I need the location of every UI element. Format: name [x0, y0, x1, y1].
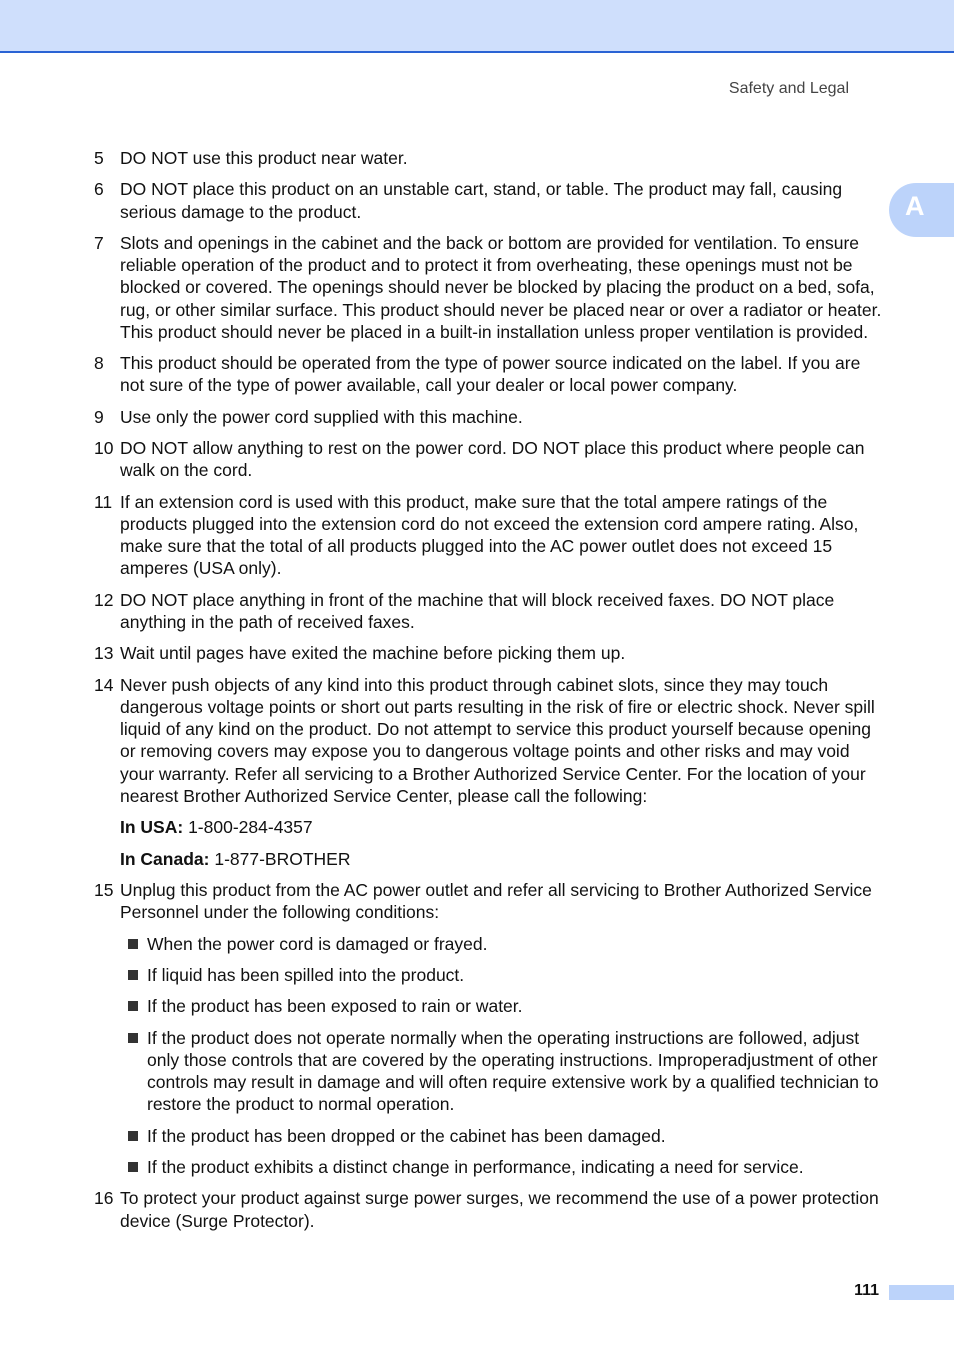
- condition-item: If the product has been exposed to rain or water.: [120, 995, 884, 1017]
- item-text: DO NOT place this product on an unstable cart, stand, or table. The product may fall, causing serious damage to the product.: [120, 179, 843, 222]
- condition-item: When the power cord is damaged or frayed.: [120, 933, 884, 955]
- list-item: [94, 352, 884, 396]
- section-tab-letter: A: [905, 191, 925, 221]
- item-number: 8: [94, 353, 104, 374]
- contact-phone: 1-877-BROTHER: [214, 848, 351, 869]
- list-item: [94, 406, 884, 428]
- item-number: 9: [94, 406, 104, 427]
- item-text: Use only the power cord supplied with this machine.: [120, 406, 523, 427]
- item-number: 6: [94, 179, 104, 200]
- condition-item: If the product has been dropped or the cabinet has been damaged.: [120, 1125, 884, 1147]
- header-band: [0, 0, 954, 53]
- item-number: 5: [94, 148, 104, 168]
- item-text: DO NOT use this product near water.: [120, 148, 408, 168]
- conditions-list: [120, 933, 884, 1179]
- bullet-square-icon: [128, 1001, 138, 1011]
- item-number: 11: [94, 491, 113, 512]
- contact-label: In USA:: [120, 817, 184, 838]
- page-number: 111: [854, 1282, 879, 1299]
- page-tab: [889, 1285, 954, 1300]
- list-item: [94, 674, 884, 807]
- item-text: Slots and openings in the cabinet and the back or bottom are provided for ventilation. To ensure reliable operation of the product and to protect it from overheating, these openings must not be blocked or covered. The openings should never be blocked by placing the product on a bed, sofa, rug, or other similar surface. This product should never be placed near or over a radiator or heater. This product should never be placed in a built-in installation unless proper ventilation is provided.: [120, 232, 882, 342]
- list-item: [94, 147, 884, 169]
- contact-usa: [120, 816, 884, 838]
- list-item: [94, 589, 884, 633]
- item-text: Unplug this product from the AC power outlet and refer all servicing to Brother Authorized Service Personnel under the following conditions:: [120, 879, 872, 923]
- item-number: 12: [94, 589, 114, 610]
- item-text: Never push objects of any kind into this product through cabinet slots, since they may touch dangerous voltage points or short out parts resulting in the risk of fire or electric shock. Never spill liquid of any kind on the product. Do not attempt to service this product yourself because opening or removing covers may expose you to dangerous voltage points and other risks and may void your warranty. Refer all servicing to a Brother Authorized Service Center. For the location of your nearest Brother Authorized Service Center, please call the following:: [120, 674, 875, 806]
- condition-item: If the product does not operate normally when the operating instructions are followed, adjust only those controls that are covered by the operating instructions. Improperadjustment of other controls may result in damage and will often require extensive work by a qualified technician to restore the product to normal operation.: [120, 1027, 884, 1116]
- item-text: DO NOT place anything in front of the machine that will block received faxes. DO NOT place anything in the path of received faxes.: [120, 589, 835, 632]
- list-item: [94, 1187, 884, 1231]
- safety-list: [94, 147, 884, 1241]
- bullet-square-icon: [128, 1131, 138, 1141]
- contact-canada: [120, 848, 884, 870]
- item-number: 15: [94, 879, 114, 900]
- list-item: [94, 437, 884, 481]
- item-number: 14: [94, 674, 114, 695]
- list-item: [94, 491, 884, 580]
- bullet-square-icon: [128, 1033, 138, 1043]
- running-title: Safety and Legal: [728, 80, 849, 97]
- item-text: If an extension cord is used with this product, make sure that the total ampere ratings of the products plugged into the extension cord do not exceed the extension cord ampere rating. Also, make sure that the total of all products plugged into the AC power outlet does not exceed 15 amperes (USA only).: [120, 491, 859, 579]
- item-number: 16: [94, 1188, 114, 1209]
- bullet-square-icon: [128, 970, 138, 980]
- item-text: DO NOT allow anything to rest on the power cord. DO NOT place this product where people can walk on the cord.: [120, 438, 865, 481]
- list-item: [94, 178, 884, 222]
- bullet-square-icon: [128, 1162, 138, 1172]
- list-item: [94, 642, 884, 664]
- item-text: Wait until pages have exited the machine before picking them up.: [120, 643, 626, 664]
- item-text: To protect your product against surge power surges, we recommend the use of a power protection device (Surge Protector).: [120, 1188, 879, 1231]
- contact-label: In Canada:: [120, 848, 210, 869]
- item-number: 13: [94, 643, 114, 664]
- condition-item: If the product exhibits a distinct change in performance, indicating a need for service.: [120, 1156, 884, 1178]
- item-number: 10: [94, 438, 114, 459]
- condition-item: If liquid has been spilled into the product.: [120, 964, 884, 986]
- item-number: 7: [94, 232, 104, 253]
- contact-phone: 1-800-284-4357: [188, 817, 313, 838]
- list-item: [94, 879, 884, 1178]
- bullet-square-icon: [128, 939, 138, 949]
- item-text: This product should be operated from the type of power source indicated on the label. If you are not sure of the type of power available, call your dealer or local power company.: [120, 353, 861, 396]
- list-item: [94, 232, 884, 343]
